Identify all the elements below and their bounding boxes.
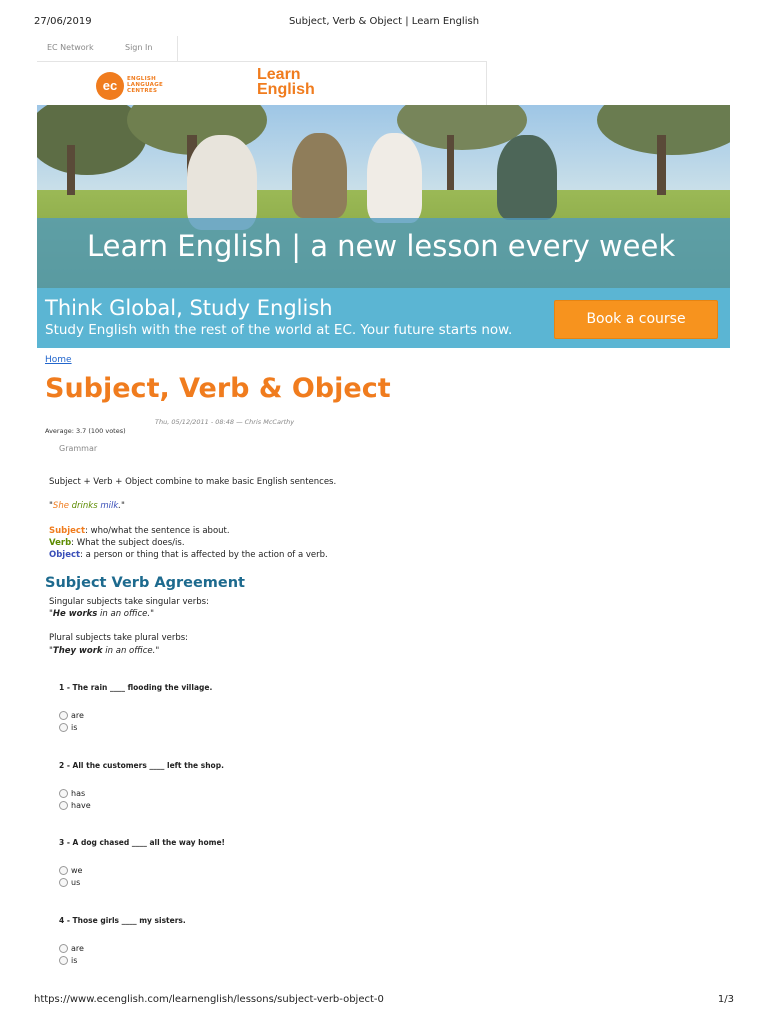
tree-trunk	[67, 145, 75, 195]
singular-label: Singular subjects take singular verbs:	[49, 597, 209, 607]
section-heading: Subject Verb Agreement	[45, 575, 245, 591]
sign-in-link[interactable]: Sign In	[125, 43, 153, 52]
definition-verb: Verb: What the subject does/is.	[49, 538, 185, 548]
question-1: 1 - The rain ____ flooding the village.	[59, 683, 213, 692]
ec-network-link[interactable]: EC Network	[47, 43, 94, 52]
question-2: 2 - All the customers ____ left the shop.	[59, 761, 224, 770]
print-page-number: 1/3	[717, 994, 734, 1005]
definition-subject: Subject: who/what the sentence is about.	[49, 526, 230, 536]
radio-button[interactable]	[59, 723, 68, 732]
tree-trunk	[657, 135, 666, 195]
promo-subheading: Study English with the rest of the world at EC. Your future starts now.	[45, 322, 513, 338]
definition-object: Object: a person or thing that is affected by the action of a verb.	[49, 550, 328, 560]
radio-button[interactable]	[59, 711, 68, 720]
person-figure	[367, 133, 422, 223]
radio-button[interactable]	[59, 956, 68, 965]
person-figure	[187, 135, 257, 230]
person-figure	[292, 133, 347, 218]
question-4: 4 - Those girls ____ my sisters.	[59, 916, 186, 925]
breadcrumb-home-link[interactable]: Home	[45, 355, 72, 365]
tree-trunk	[447, 135, 454, 190]
print-url: https://www.ecenglish.com/learnenglish/lessons/subject-verb-object-0	[34, 994, 384, 1005]
page-title: Subject, Verb & Object	[45, 373, 391, 404]
answer-option[interactable]: us	[59, 878, 80, 887]
example-subject: She	[52, 501, 69, 511]
ec-logo[interactable]: ec	[96, 72, 124, 100]
example-verb: drinks	[71, 501, 98, 511]
answer-option[interactable]: are	[59, 944, 84, 953]
example-object: milk	[100, 501, 119, 511]
radio-button[interactable]	[59, 878, 68, 887]
hero-banner	[37, 105, 730, 288]
example-sentence: "She drinks milk."	[49, 501, 125, 511]
hero-tagline: Learn English | a new lesson every week	[87, 229, 676, 263]
intro-text: Subject + Verb + Object combine to make basic English sentences.	[49, 477, 337, 487]
brand-bar	[37, 61, 487, 105]
radio-button[interactable]	[59, 789, 68, 798]
plural-label: Plural subjects take plural verbs:	[49, 633, 189, 643]
answer-option[interactable]: are	[59, 711, 84, 720]
answer-option[interactable]: is	[59, 956, 77, 965]
learn-english-logo[interactable]: Learn English	[257, 66, 315, 98]
rating-average: Average: 3.7 (100 votes)	[45, 427, 126, 435]
radio-button[interactable]	[59, 944, 68, 953]
question-3: 3 - A dog chased ____ all the way home!	[59, 838, 225, 847]
person-figure	[497, 135, 557, 220]
promo-banner	[37, 288, 730, 348]
promo-heading: Think Global, Study English	[45, 296, 333, 320]
radio-button[interactable]	[59, 801, 68, 810]
radio-button[interactable]	[59, 866, 68, 875]
book-course-button[interactable]: Book a course	[554, 300, 718, 339]
answer-option[interactable]: we	[59, 866, 82, 875]
print-header	[0, 16, 768, 30]
answer-option[interactable]: have	[59, 801, 91, 810]
ec-logo-text: ENGLISH LANGUAGE CENTRES	[127, 76, 164, 94]
plural-example: "They work in an office."	[49, 646, 160, 656]
answer-option[interactable]: has	[59, 789, 85, 798]
print-title: Subject, Verb & Object | Learn English	[288, 16, 480, 27]
singular-example: "He works in an office."	[49, 609, 155, 619]
article-meta: Thu, 05/12/2011 - 08:48 — Chris McCarthy	[155, 418, 295, 426]
top-nav	[37, 36, 178, 61]
grammar-tag[interactable]: Grammar	[59, 444, 98, 453]
print-date: 27/06/2019	[34, 16, 92, 27]
answer-option[interactable]: is	[59, 723, 77, 732]
